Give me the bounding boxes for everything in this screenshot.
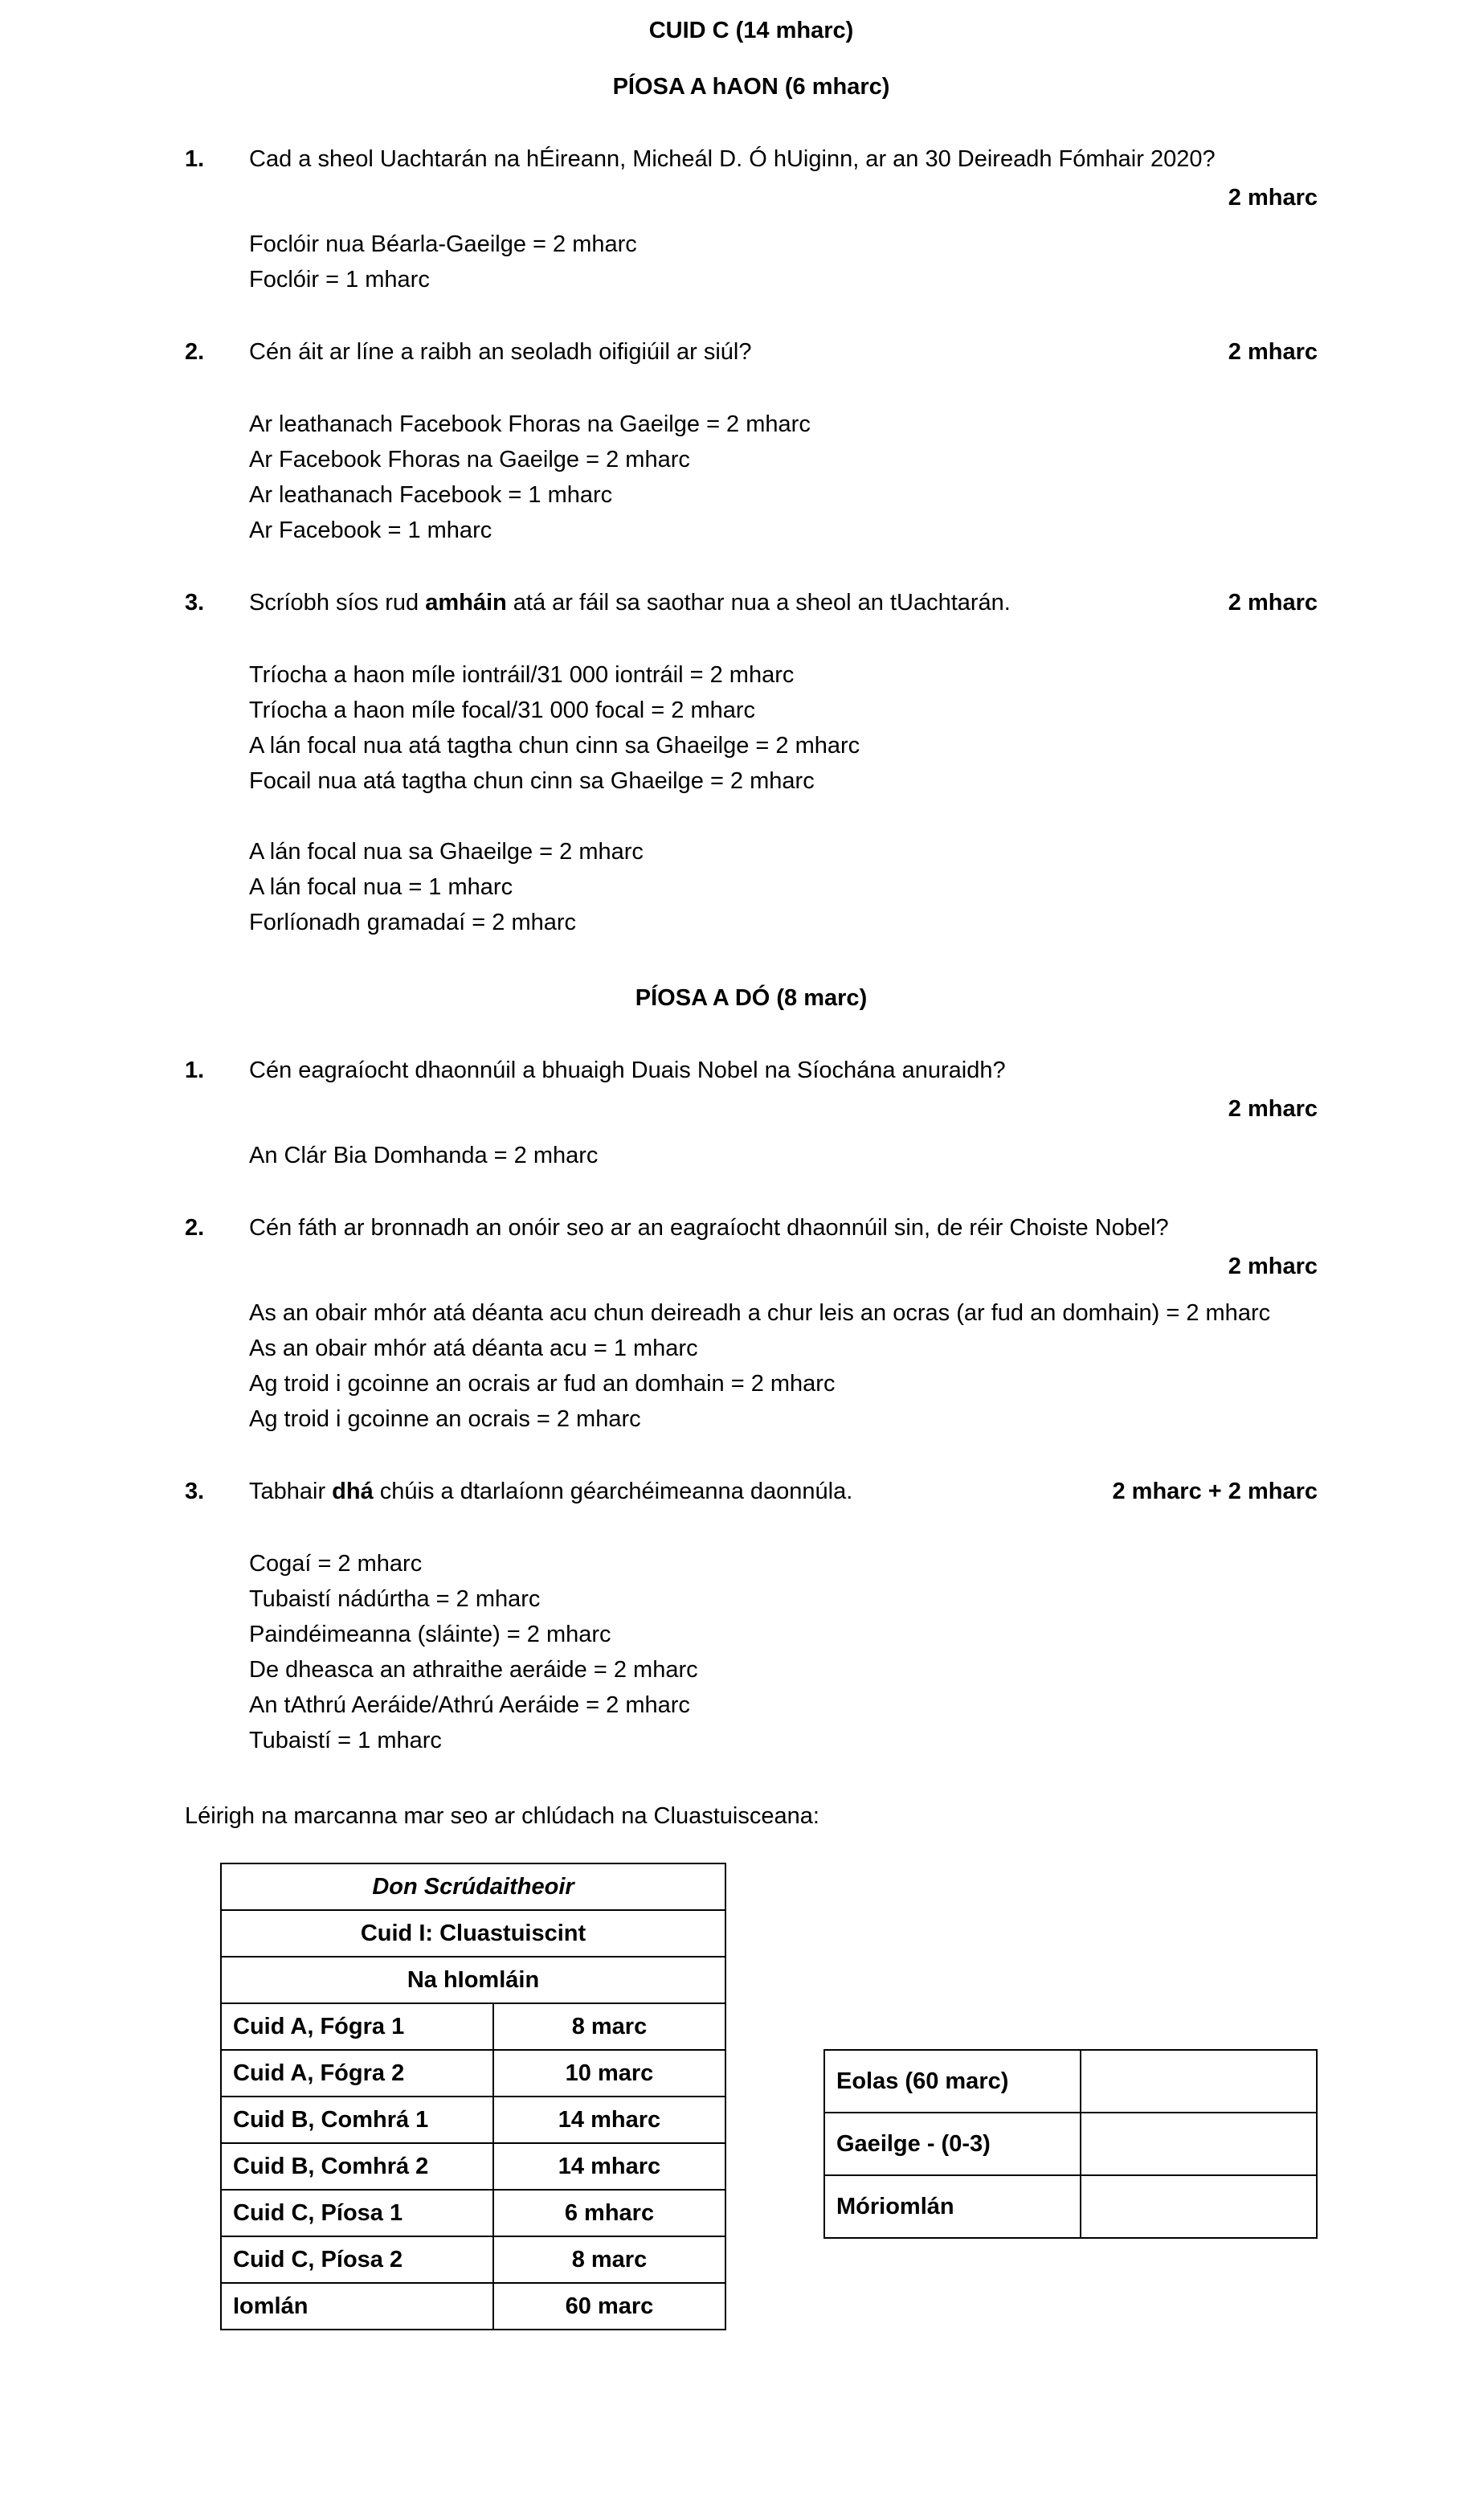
row-label: Cuid C, Píosa 1: [221, 2190, 493, 2236]
table-row: [824, 2113, 1317, 2175]
question-body: [249, 1210, 1318, 1284]
row-label: Cuid A, Fógra 1: [221, 2003, 493, 2050]
question-row: [249, 1474, 1318, 1509]
piece1-question-3: [185, 585, 1318, 620]
row-value: 14 mharc: [493, 2143, 725, 2190]
table-row: [221, 2143, 725, 2190]
row-value: 60 marc: [493, 2283, 725, 2330]
question-number: 3.: [185, 590, 205, 616]
piece1-q2-answers: [185, 407, 1318, 548]
piece2-q2-answers: [185, 1295, 1318, 1437]
answer-line: Ar leathanach Facebook Fhoras na Gaeilge = 2 mharc: [249, 411, 811, 437]
question-number: 1.: [185, 1058, 205, 1083]
question-marks: 2 mharc: [1228, 185, 1318, 211]
marks-table-header-2: Cuid I: Cluastuiscint: [221, 1910, 725, 1957]
answer-line: Ag troid i gcoinne an ocrais ar fud an domhain = 2 mharc: [249, 1371, 836, 1397]
answer-line: A lán focal nua = 1 mharc: [249, 874, 513, 900]
row-label: Iomlán: [221, 2283, 493, 2330]
question-body: [249, 1053, 1318, 1127]
row-label: Cuid B, Comhrá 2: [221, 2143, 493, 2190]
row-label: Móriomlán: [824, 2175, 1081, 2238]
answer-line: A lán focal nua atá tagtha chun cinn sa Ghaeilge = 2 mharc: [249, 733, 860, 759]
question-marks: 2 mharc + 2 mharc: [1112, 1479, 1318, 1504]
marks-table: [220, 1863, 726, 2330]
tables-section: [185, 1863, 1318, 2330]
piece2-question-3: [185, 1474, 1318, 1509]
answer-line: Tríocha a haon míle iontráil/31 000 iontráil = 2 mharc: [249, 662, 795, 688]
question-row: [249, 585, 1318, 620]
answer-line: Paindéimeanna (sláinte) = 2 mharc: [249, 1622, 611, 1647]
answer-line: Foclóir nua Béarla-Gaeilge = 2 mharc: [249, 231, 637, 257]
question-row: [249, 141, 1318, 177]
row-label: Cuid B, Comhrá 1: [221, 2097, 493, 2143]
question-marks: 2 mharc: [1228, 1096, 1318, 1122]
row-label: Cuid A, Fógra 2: [221, 2050, 493, 2097]
piece1-question-1: [185, 141, 1318, 215]
answer-line: Ag troid i gcoinne an ocrais = 2 mharc: [249, 1406, 641, 1432]
question-number: 2.: [185, 339, 205, 365]
answer-line: Focail nua atá tagtha chun cinn sa Ghaeilge = 2 mharc: [249, 768, 815, 794]
piece2-q3-answers: [185, 1546, 1318, 1758]
table-row: [221, 2190, 725, 2236]
table-row: [221, 2003, 725, 2050]
row-label: Cuid C, Píosa 2: [221, 2236, 493, 2283]
answer-line: Tríocha a haon míle focal/31 000 focal = 2 mharc: [249, 698, 756, 723]
marks-table-header-3: Na hIomláin: [221, 1957, 725, 2003]
table-row: [221, 2236, 725, 2283]
answer-line: Tubaistí = 1 mharc: [249, 1728, 442, 1753]
piece2-question-2: [185, 1210, 1318, 1284]
document-title: CUID C (14 mharc): [648, 18, 854, 43]
question-row: [249, 1210, 1318, 1246]
row-label: Gaeilge - (0-3): [824, 2113, 1081, 2175]
piece1-title: PÍOSA A hAON (6 mharc): [612, 74, 890, 100]
table-row: [221, 2097, 725, 2143]
table-row: [221, 2283, 725, 2330]
piece1-q1-answers: [185, 227, 1318, 297]
question-marks: 2 mharc: [1228, 590, 1318, 616]
question-marks: 2 mharc: [1228, 339, 1318, 365]
answer-line: An Clár Bia Domhanda = 2 mharc: [249, 1143, 599, 1168]
row-value: 8 marc: [493, 2236, 725, 2283]
row-value-empty: [1081, 2050, 1317, 2113]
piece1-question-2: [185, 334, 1318, 370]
summary-table: [823, 2049, 1318, 2239]
row-value: 14 mharc: [493, 2097, 725, 2143]
answer-line: As an obair mhór atá déanta acu chun deireadh a chur leis an ocras (ar fud an domhain) = 2 mharc: [249, 1300, 1271, 1326]
piece1-q3-answers-group-b: [185, 834, 1318, 940]
question-row: [249, 334, 1318, 370]
table-row: [824, 2050, 1317, 2113]
question-text: Cad a sheol Uachtarán na hÉireann, Micheál D. Ó hUiginn, ar an 30 Deireadh Fómhair 2020?: [249, 146, 1216, 172]
question-row: [249, 1053, 1318, 1088]
question-text: Cén fáth ar bronnadh an onóir seo ar an eagraíocht dhaonnúil sin, de réir Choiste Nobel?: [249, 1215, 1169, 1241]
answer-line: Cogaí = 2 mharc: [249, 1551, 423, 1577]
question-body: [249, 334, 1318, 370]
question-body: [249, 585, 1318, 620]
piece2-title: PÍOSA A DÓ (8 marc): [635, 985, 868, 1011]
question-text-post: atá ar fáil sa saothar nua a sheol an tUachtarán.: [506, 590, 1011, 616]
row-value-empty: [1081, 2113, 1317, 2175]
question-text-pre: Tabhair: [249, 1479, 333, 1504]
question-marks: 2 mharc: [1228, 1254, 1318, 1279]
question-body: [249, 141, 1318, 215]
question-number: 1.: [185, 146, 205, 172]
answer-line: An tAthrú Aeráide/Athrú Aeráide = 2 mharc: [249, 1692, 690, 1718]
question-body: [249, 1474, 1318, 1509]
answer-line: Ar Facebook = 1 mharc: [249, 518, 492, 543]
piece2-q1-answers: [185, 1138, 1318, 1173]
answer-line: De dheasca an athraithe aeráide = 2 mharc: [249, 1657, 698, 1683]
answer-line: Foclóir = 1 mharc: [249, 267, 430, 292]
row-value: 6 mharc: [493, 2190, 725, 2236]
question-number: 3.: [185, 1479, 205, 1504]
answer-line: Forlíonadh gramadaí = 2 mharc: [249, 910, 577, 935]
question-text-pre: Scríobh síos rud: [249, 590, 426, 616]
row-value-empty: [1081, 2175, 1317, 2238]
piece1-q3-answers-group-a: [185, 657, 1318, 799]
table-row: [221, 2050, 725, 2097]
question-text: [249, 585, 1011, 620]
question-text: Cén eagraíocht dhaonnúil a bhuaigh Duais Nobel na Síochána anuraidh?: [249, 1058, 1006, 1083]
answer-line: As an obair mhór atá déanta acu = 1 mharc: [249, 1336, 698, 1361]
question-number: 2.: [185, 1215, 205, 1241]
question-text-post: chúis a dtarlaíonn géarchéimeanna daonnúla.: [373, 1479, 853, 1504]
row-label: Eolas (60 marc): [824, 2050, 1081, 2113]
question-text: Cén áit ar líne a raibh an seoladh oifigiúil ar siúl?: [249, 339, 752, 365]
answer-line: Ar leathanach Facebook = 1 mharc: [249, 482, 613, 508]
answer-line: A lán focal nua sa Ghaeilge = 2 mharc: [249, 839, 644, 865]
table-row: [824, 2175, 1317, 2238]
piece2-question-1: [185, 1053, 1318, 1127]
marks-note: Léirigh na marcanna mar seo ar chlúdach na Cluastuisceana:: [185, 1803, 819, 1829]
table-row: [221, 1863, 725, 1910]
row-value: 8 marc: [493, 2003, 725, 2050]
marks-table-header-1: Don Scrúdaitheoir: [221, 1863, 725, 1910]
question-text: [249, 1474, 852, 1509]
table-row: [221, 1957, 725, 2003]
question-text-bold: amháin: [425, 590, 507, 616]
table-row: [221, 1910, 725, 1957]
question-text-bold: dhá: [332, 1479, 374, 1504]
answer-line: Ar Facebook Fhoras na Gaeilge = 2 mharc: [249, 447, 690, 472]
row-value: 10 marc: [493, 2050, 725, 2097]
answer-line: Tubaistí nádúrtha = 2 mharc: [249, 1586, 541, 1612]
